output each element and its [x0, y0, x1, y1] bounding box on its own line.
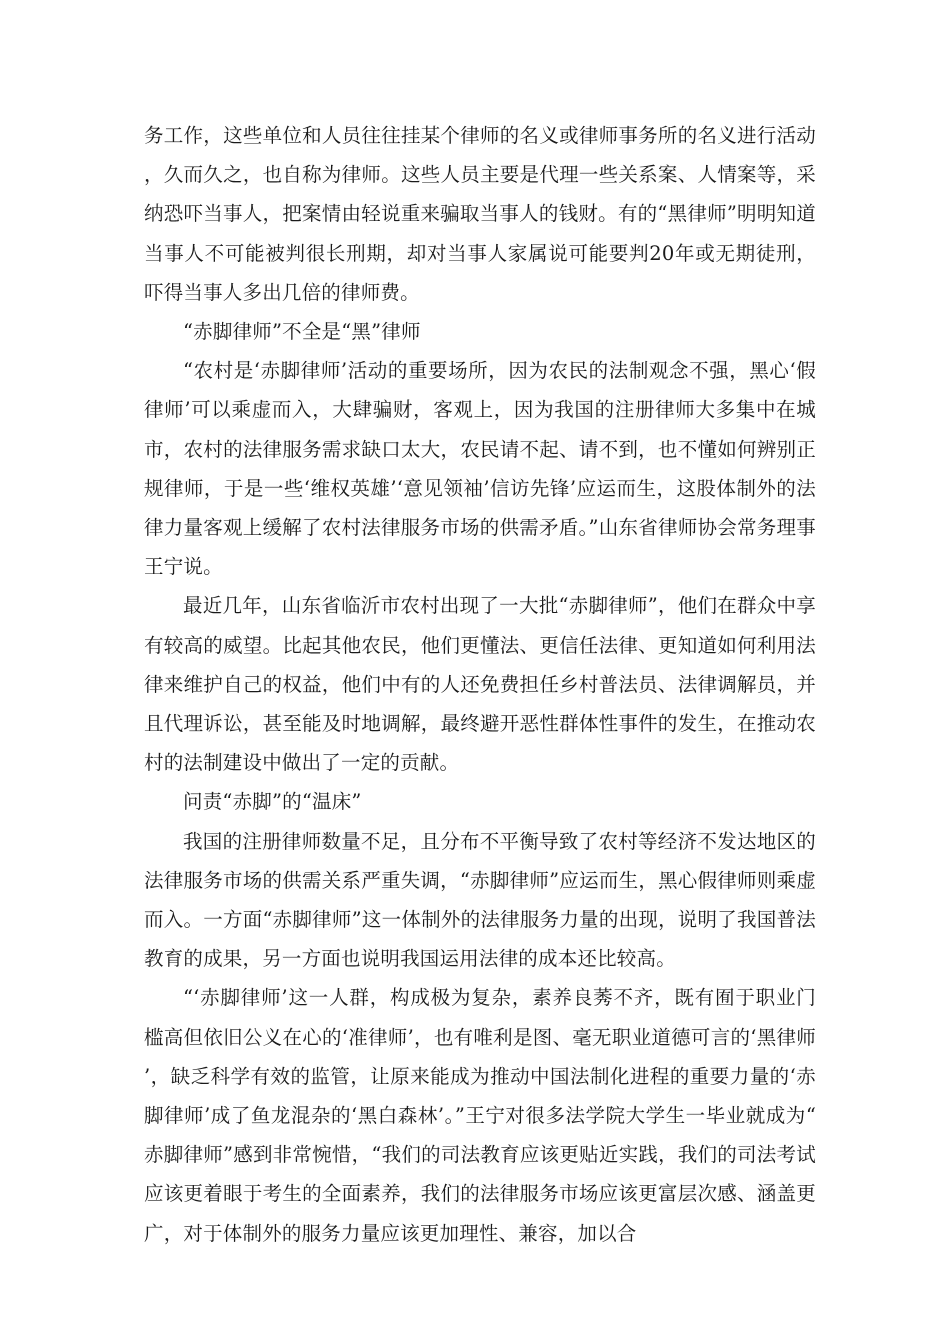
body-paragraph-2: “农村是‘赤脚律师’活动的重要场所，因为农民的法制观念不强，黑心‘假律师’可以乘虚而入，大肆骗财，客观上，因为我国的注册律师大多集中在城市，农村的法律服务需求缺口太大，农民请不起、请不到，也不懂如何辨别正规律师，于是一些‘维权英雄’‘意见领袖’信访先锋’应运而生，这股体制外的法律力量客观上缓解了农村法律服务市场的供需矛盾。”山东省律师协会常务理事王宁说。 [144, 359, 816, 579]
section-heading-1: “赤脚律师”不全是“黑”律师 [183, 320, 421, 344]
section-heading-2: 问责“赤脚”的“温床” [183, 790, 362, 814]
body-paragraph-3: 最近几年，山东省临沂市农村出现了一大批“赤脚律师”，他们在群众中享有较高的威望。比起其他农民，他们更懂法、更信任法律、更知道如何利用法律来维护自己的权益，他们中有的人还免费担任乡村普法员、法律调解员，并且代理诉讼，甚至能及时地调解，最终避开恶性群体性事件的发生，在推动农村的法制建设中做出了一定的贡献。 [144, 594, 816, 775]
body-paragraph-5: “‘赤脚律师’这一人群，构成极为复杂，素养良莠不齐，既有囿于职业门槛高但依旧公义在心的‘准律师’，也有唯利是图、毫无职业道德可言的‘黑律师’，缺乏科学有效的监管，让原来能成为推动中国法制化进程的重要力量的‘赤脚律师’成了鱼龙混杂的‘黑白森林’。”王宁对很多法学院大学生一毕业就成为“赤脚律师”感到非常惋惜，“我们的司法教育应该更贴近实践，我们的司法考试应该更着眼于考生的全面素养，我们的法律服务市场应该更富层次感、涵盖更广，对于体制外的服务力量应该更加理性、兼容，加以合 [144, 986, 816, 1245]
body-paragraph-4: 我国的注册律师数量不足，且分布不平衡导致了农村等经济不发达地区的法律服务市场的供需关系严重失调，“赤脚律师”应运而生，黑心假律师则乘虚而入。一方面“赤脚律师”这一体制外的法律服务力量的出现，说明了我国普法教育的成果，另一方面也说明我国运用法律的成本还比较高。 [144, 829, 816, 971]
document-body [144, 116, 816, 1253]
body-paragraph-1: 务工作，这些单位和人员往往挂某个律师的名义或律师事务所的名义进行活动，久而久之，也自称为律师。这些人员主要是代理一些关系案、人情案等，采纳恐吓当事人，把案情由轻说重来骗取当事人的钱财。有的“黑律师”明明知道当事人不可能被判很长刑期，却对当事人家属说可能要判20年或无期徒刑，吓得当事人多出几倍的律师费。 [144, 124, 816, 304]
